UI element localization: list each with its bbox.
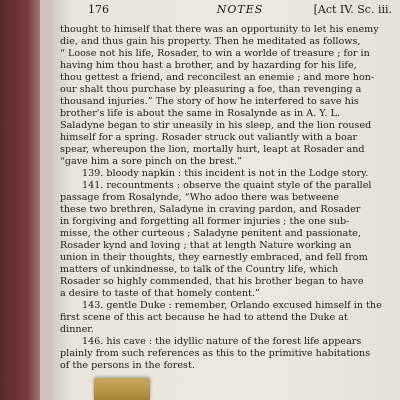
text-line: plainly from such references as this to the primitive habitations bbox=[60, 348, 371, 359]
bookmark-ribbon bbox=[94, 378, 150, 400]
text-line: die, and thus gain his property. Then he meditated as follows, bbox=[60, 36, 361, 47]
text-line: these two brethren, Saladyne in craving pardon, and Rosader bbox=[60, 204, 361, 215]
text-line: matters of unkindnesse, to talk of the Country life, which bbox=[60, 264, 339, 275]
text-line: of the persons in the forest. bbox=[60, 360, 195, 371]
note-143: 143. gentle Duke : remember, Orlando excused himself in the bbox=[82, 300, 382, 311]
text-line: Saladyne began to stir uneasily in his sleep, and the lion roused bbox=[60, 120, 372, 131]
page-header bbox=[88, 3, 392, 17]
text-line: thou gettest a friend, and reconcilest an enemie ; and more hon- bbox=[60, 72, 375, 83]
text-line: “gave him a sore pinch on the brest.” bbox=[60, 156, 242, 167]
text-line: thousand injuries.” The story of how he interfered to save his bbox=[60, 96, 359, 107]
act-scene-label: [Act IV. Sc. iii. bbox=[313, 3, 392, 16]
running-title: NOTES bbox=[216, 3, 264, 16]
text-line: union in their thoughts, they earnestly embraced, and fell from bbox=[60, 252, 368, 263]
text-line: thought to himself that there was an opportunity to let his enemy bbox=[60, 24, 379, 35]
text-line: our shalt thou purchase by pleasuring a foe, than revenging a bbox=[60, 84, 362, 95]
text-line: in forgiving and forgetting all former injuries ; the one sub- bbox=[60, 216, 350, 227]
text-line: spear, whereupon the lion, mortally hurt, leapt at Rosader and bbox=[60, 144, 365, 155]
text-line: brother's life is about the same in Rosalynde as in A. Y. L. bbox=[60, 108, 340, 119]
text-line: “ Loose not his life, Rosader, to win a worlde of treasure ; for in bbox=[60, 48, 370, 59]
note-141: 141. recountments : observe the quaint style of the parallel bbox=[82, 180, 372, 191]
page-number: 176 bbox=[88, 3, 109, 16]
note-146: 146. his cave : the idyllic nature of the forest life appears bbox=[82, 336, 362, 347]
text-line: himself for a spring. Rosader struck out valiantly with a boar bbox=[60, 132, 358, 143]
text-line: misse, the other curteous ; Saladyne penitent and passionate, bbox=[60, 228, 361, 239]
book-page bbox=[52, 0, 400, 400]
note-139: 139. bloody napkin : this incident is not in the Lodge story. bbox=[82, 168, 369, 179]
text-line: passage from Rosalynde, “Who adoo there was betweene bbox=[60, 192, 340, 203]
text-line: first scene of this act because he had to attend the Duke at bbox=[60, 312, 348, 323]
text-line: a desire to taste of that homely content.” bbox=[60, 288, 260, 299]
text-line: Rosader so highly commended, that his brother began to have bbox=[60, 276, 364, 287]
text-line: dinner. bbox=[60, 324, 94, 335]
text-line: having him thou hast a brother, and by hazarding for his life, bbox=[60, 60, 357, 71]
text-line: Rosader kynd and loving ; that at length Nature working an bbox=[60, 240, 352, 251]
notes-body bbox=[60, 24, 396, 372]
